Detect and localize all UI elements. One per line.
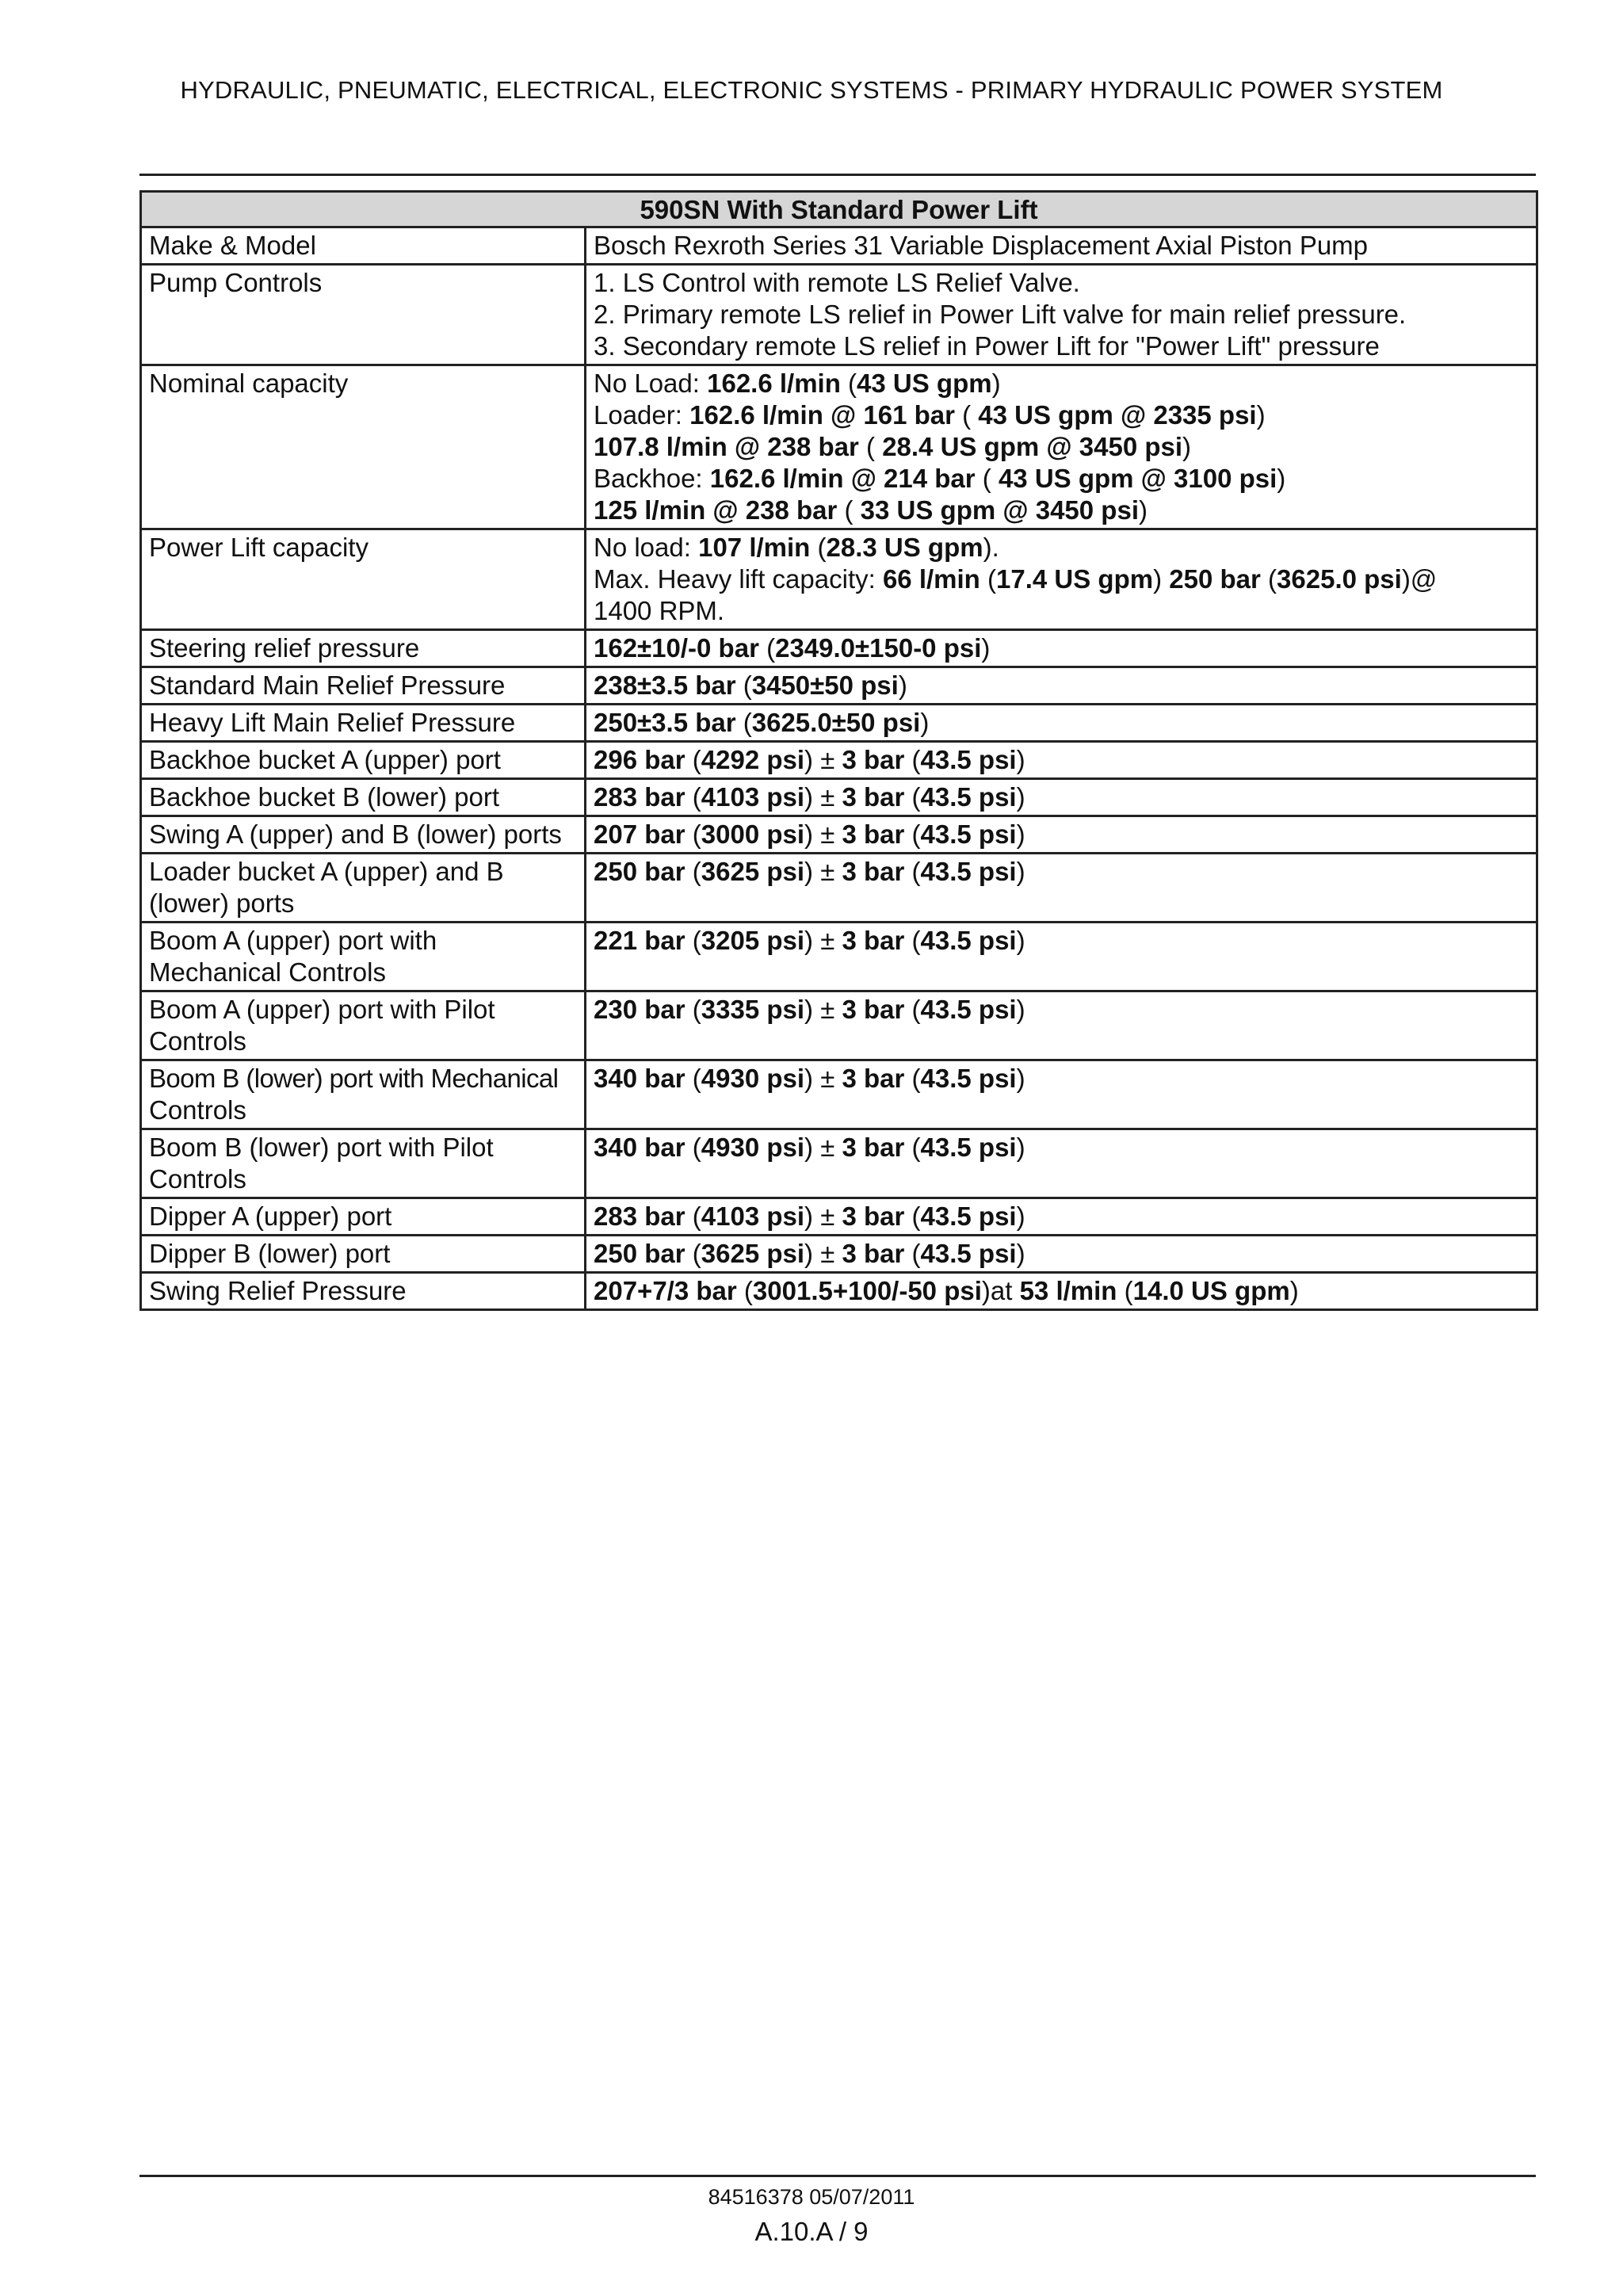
value-run: 4103 psi bbox=[701, 782, 805, 812]
value-run: 28.4 US gpm @ 3450 psi bbox=[882, 432, 1183, 461]
value-run: 3625 psi bbox=[701, 1239, 805, 1268]
text-run: Backhoe: bbox=[594, 464, 710, 493]
spec-label bbox=[141, 1060, 586, 1129]
text-run: ( bbox=[685, 1239, 701, 1268]
text-run: Loader: bbox=[594, 400, 690, 430]
table-row bbox=[141, 630, 1537, 667]
value-run: 125 l/min @ 238 bar bbox=[594, 495, 838, 525]
value-run: 43.5 psi bbox=[920, 857, 1017, 886]
text-run: ( bbox=[858, 432, 883, 461]
capacity-line bbox=[594, 563, 1529, 595]
value-run: 43.5 psi bbox=[920, 926, 1017, 955]
text-run: ) bbox=[1016, 782, 1025, 812]
text-run: ) bbox=[1016, 1239, 1025, 1268]
spec-value bbox=[586, 1198, 1537, 1236]
text-run: ) bbox=[920, 708, 930, 737]
spec-label bbox=[141, 991, 586, 1060]
capacity-line bbox=[594, 399, 1529, 431]
table-title-row bbox=[141, 192, 1537, 227]
spec-label: Steering relief pressure bbox=[141, 630, 586, 667]
text-run: ( bbox=[904, 782, 921, 812]
pump-control-item: 3. Secondary remote LS relief in Power Lift for "Power Lift" pressure bbox=[594, 331, 1380, 361]
text-run: ) bbox=[1016, 995, 1025, 1024]
text-run: )at bbox=[981, 1276, 1020, 1305]
value-run: 2349.0±150-0 psi bbox=[775, 633, 982, 663]
value-run: 43 US gpm @ 2335 psi bbox=[978, 400, 1257, 430]
value-run: 3 bar bbox=[842, 1201, 905, 1231]
text-run: ( bbox=[810, 533, 827, 562]
value-run: 207+7/3 bar bbox=[594, 1276, 737, 1305]
table-row bbox=[141, 816, 1537, 854]
text-run: ( bbox=[980, 564, 997, 594]
value-run: 4930 psi bbox=[701, 1133, 805, 1162]
text-run: )@ bbox=[1401, 564, 1438, 594]
value-run: 3625.0 psi bbox=[1277, 564, 1402, 594]
value-run: 250 bar bbox=[594, 1239, 685, 1268]
value-run: 43.5 psi bbox=[920, 1239, 1017, 1268]
page-number: A.10.A / 9 bbox=[754, 2217, 869, 2246]
table-row bbox=[141, 742, 1537, 779]
table-row bbox=[141, 1236, 1537, 1273]
spec-value bbox=[586, 742, 1537, 779]
text-run: ) bbox=[1139, 495, 1148, 525]
value-run: 283 bar bbox=[594, 782, 685, 812]
value-run: 162.6 l/min bbox=[707, 369, 841, 398]
label-line: Mechanical Controls bbox=[149, 957, 386, 987]
value-run: 43 US gpm bbox=[857, 369, 992, 398]
spec-value bbox=[586, 1236, 1537, 1273]
value-run: 43.5 psi bbox=[920, 1201, 1017, 1231]
spec-value bbox=[586, 365, 1537, 529]
table-row bbox=[141, 529, 1537, 630]
spec-value: Bosch Rexroth Series 31 Variable Displacement Axial Piston Pump bbox=[586, 227, 1537, 265]
text-run: ( bbox=[685, 1133, 701, 1162]
table-row bbox=[141, 265, 1537, 365]
text-run: ) ± bbox=[804, 745, 842, 774]
pump-control-item: 2. Primary remote LS relief in Power Lift valve for main relief pressure. bbox=[594, 300, 1407, 329]
text-run: ( bbox=[904, 1133, 921, 1162]
spec-label: Backhoe bucket B (lower) port bbox=[141, 779, 586, 816]
value-run: 53 l/min bbox=[1019, 1276, 1117, 1305]
value-run: 283 bar bbox=[594, 1201, 685, 1231]
spec-label: Backhoe bucket A (upper) port bbox=[141, 742, 586, 779]
text-run: ) bbox=[898, 670, 907, 700]
value-run: 3450±50 psi bbox=[751, 670, 899, 700]
table-row bbox=[141, 1129, 1537, 1198]
text-run: ( bbox=[840, 369, 857, 398]
text-run: ( bbox=[1117, 1276, 1133, 1305]
text-run: ) ± bbox=[804, 1133, 842, 1162]
value-run: 250 bar bbox=[1169, 564, 1261, 594]
text-run: ) bbox=[1016, 1064, 1025, 1093]
spec-label: Make & Model bbox=[141, 227, 586, 265]
spec-label bbox=[141, 923, 586, 991]
text-run: ) ± bbox=[804, 819, 842, 849]
value-run: 207 bar bbox=[594, 819, 685, 849]
value-run: 3 bar bbox=[842, 782, 905, 812]
table-row bbox=[141, 779, 1537, 816]
value-run: 340 bar bbox=[594, 1133, 685, 1162]
value-run: 107.8 l/min @ 238 bar bbox=[594, 432, 859, 461]
spec-label: Dipper B (lower) port bbox=[141, 1236, 586, 1273]
text-run: ( bbox=[735, 708, 752, 737]
value-run: 250 bar bbox=[594, 857, 685, 886]
text-run: ) bbox=[1182, 432, 1192, 461]
text-run: ) bbox=[981, 633, 991, 663]
spec-label: Pump Controls bbox=[141, 265, 586, 365]
table-title: 590SN With Standard Power Lift bbox=[141, 192, 1537, 227]
text-run: ( bbox=[685, 782, 701, 812]
value-run: 14.0 US gpm bbox=[1132, 1276, 1290, 1305]
value-run: 296 bar bbox=[594, 745, 685, 774]
text-run: ) bbox=[1016, 857, 1025, 886]
text-run: ( bbox=[685, 745, 701, 774]
value-run: 250±3.5 bar bbox=[594, 708, 736, 737]
spec-value bbox=[586, 667, 1537, 705]
value-run: 3001.5+100/-50 psi bbox=[752, 1276, 982, 1305]
text-run: ) bbox=[1016, 745, 1025, 774]
text-run: ( bbox=[904, 995, 921, 1024]
value-run: 3 bar bbox=[842, 926, 905, 955]
document-code: 84516378 05/07/2011 bbox=[708, 2185, 915, 2209]
label-line: (lower) ports bbox=[149, 888, 295, 918]
value-run: 28.3 US gpm bbox=[826, 533, 983, 562]
text-run: ). bbox=[983, 533, 999, 562]
table-row bbox=[141, 365, 1537, 529]
spec-value bbox=[586, 529, 1537, 630]
spec-value bbox=[586, 265, 1537, 365]
spec-value bbox=[586, 630, 1537, 667]
value-run: 3 bar bbox=[842, 745, 905, 774]
label-line: Boom B (lower) port with Pilot bbox=[149, 1133, 494, 1162]
text-run: ) bbox=[1016, 1201, 1025, 1231]
value-run: 4930 psi bbox=[701, 1064, 805, 1093]
spec-label bbox=[141, 854, 586, 923]
value-run: 3 bar bbox=[842, 995, 905, 1024]
text-run: ( bbox=[736, 1276, 753, 1305]
table-row bbox=[141, 854, 1537, 923]
value-run: 4103 psi bbox=[701, 1201, 805, 1231]
table-row bbox=[141, 227, 1537, 265]
table-row bbox=[141, 1060, 1537, 1129]
table-row bbox=[141, 1273, 1537, 1310]
spec-label: Nominal capacity bbox=[141, 365, 586, 529]
text-run: ) ± bbox=[804, 995, 842, 1024]
value-run: 33 US gpm @ 3450 psi bbox=[860, 495, 1139, 525]
text-run: ( bbox=[904, 819, 921, 849]
value-run: 3 bar bbox=[842, 819, 905, 849]
text-run: ) bbox=[1016, 926, 1025, 955]
table-row bbox=[141, 991, 1537, 1060]
label-line: Controls bbox=[149, 1095, 246, 1125]
value-run: 230 bar bbox=[594, 995, 685, 1024]
value-run: 3 bar bbox=[842, 857, 905, 886]
pump-control-item: 1. LS Control with remote LS Relief Valve. bbox=[594, 268, 1080, 297]
value-run: 43.5 psi bbox=[920, 782, 1017, 812]
value-run: 340 bar bbox=[594, 1064, 685, 1093]
value-run: 43.5 psi bbox=[920, 745, 1017, 774]
label-line: Loader bucket A (upper) and B bbox=[149, 857, 504, 886]
capacity-line bbox=[594, 368, 1529, 399]
value-run: 107 l/min bbox=[698, 533, 811, 562]
capacity-line bbox=[594, 463, 1529, 495]
value-run: 3000 psi bbox=[701, 819, 805, 849]
text-run: ( bbox=[735, 670, 752, 700]
text-run: ) bbox=[1256, 400, 1266, 430]
text-run: ( bbox=[904, 857, 921, 886]
text-run: Max. Heavy lift capacity: bbox=[594, 564, 883, 594]
text-run: ) ± bbox=[804, 1201, 842, 1231]
text-run: ) bbox=[1289, 1276, 1299, 1305]
value-run: 17.4 US gpm bbox=[996, 564, 1154, 594]
spec-value bbox=[586, 1273, 1537, 1310]
value-run: 43.5 psi bbox=[920, 1133, 1017, 1162]
capacity-line bbox=[594, 431, 1529, 463]
text-run: ) ± bbox=[804, 926, 842, 955]
text-run: No Load: bbox=[594, 369, 708, 398]
capacity-line bbox=[594, 532, 1529, 563]
label-line: Boom A (upper) port with Pilot bbox=[149, 995, 495, 1024]
spec-label bbox=[141, 1129, 586, 1198]
table-row bbox=[141, 1198, 1537, 1236]
header-divider bbox=[139, 174, 1536, 176]
spec-value bbox=[586, 991, 1537, 1060]
spec-label: Power Lift capacity bbox=[141, 529, 586, 630]
text-run: ( bbox=[758, 633, 776, 663]
spec-value bbox=[586, 705, 1537, 742]
table-row bbox=[141, 923, 1537, 991]
spec-value bbox=[586, 1129, 1537, 1198]
text-run: ( bbox=[904, 1239, 921, 1268]
text-run: ) ± bbox=[804, 857, 842, 886]
value-run: 3 bar bbox=[842, 1064, 905, 1093]
text-run: ) bbox=[991, 369, 1001, 398]
text-run: ( bbox=[904, 1201, 921, 1231]
text-run: ) bbox=[1153, 564, 1170, 594]
text-run: ) bbox=[1016, 1133, 1025, 1162]
text-run: ( bbox=[685, 926, 701, 955]
value-run: 66 l/min bbox=[882, 564, 980, 594]
text-run: ) bbox=[1016, 819, 1025, 849]
label-line: Boom B (lower) port with Mechanical bbox=[149, 1064, 559, 1093]
text-run: ( bbox=[1260, 564, 1277, 594]
text-run: ) ± bbox=[804, 1064, 842, 1093]
capacity-line: 1400 RPM. bbox=[594, 596, 725, 625]
value-run: 43.5 psi bbox=[920, 819, 1017, 849]
text-run: ) bbox=[1277, 464, 1286, 493]
spec-value bbox=[586, 779, 1537, 816]
value-run: 3 bar bbox=[842, 1133, 905, 1162]
value-run: 238±3.5 bar bbox=[594, 670, 736, 700]
value-run: 43.5 psi bbox=[920, 1064, 1017, 1093]
label-line: Controls bbox=[149, 1026, 246, 1056]
text-run: ( bbox=[685, 995, 701, 1024]
value-run: 4292 psi bbox=[701, 745, 805, 774]
value-run: 3 bar bbox=[842, 1239, 905, 1268]
table-row bbox=[141, 705, 1537, 742]
page-header: HYDRAULIC, PNEUMATIC, ELECTRICAL, ELECTRONIC SYSTEMS - PRIMARY HYDRAULIC POWER SYSTEM bbox=[180, 76, 1443, 104]
spec-value bbox=[586, 1060, 1537, 1129]
text-run: ( bbox=[685, 1201, 701, 1231]
value-run: 3335 psi bbox=[701, 995, 805, 1024]
label-line: Controls bbox=[149, 1164, 246, 1194]
spec-label: Swing Relief Pressure bbox=[141, 1273, 586, 1310]
spec-value bbox=[586, 854, 1537, 923]
spec-label: Standard Main Relief Pressure bbox=[141, 667, 586, 705]
value-run: 3205 psi bbox=[701, 926, 805, 955]
value-run: 43 US gpm @ 3100 psi bbox=[998, 464, 1277, 493]
text-run: ( bbox=[904, 926, 921, 955]
text-run: ( bbox=[954, 400, 979, 430]
value-run: 162±10/-0 bar bbox=[594, 633, 759, 663]
text-run: ) ± bbox=[804, 782, 842, 812]
value-run: 43.5 psi bbox=[920, 995, 1017, 1024]
value-run: 162.6 l/min @ 214 bar bbox=[709, 464, 976, 493]
spec-value bbox=[586, 923, 1537, 991]
text-run: ( bbox=[685, 819, 701, 849]
spec-value bbox=[586, 816, 1537, 854]
value-run: 3625.0±50 psi bbox=[751, 708, 921, 737]
value-run: 3625 psi bbox=[701, 857, 805, 886]
spec-label: Dipper A (upper) port bbox=[141, 1198, 586, 1236]
text-run: No load: bbox=[594, 533, 699, 562]
value-run: 162.6 l/min @ 161 bar bbox=[689, 400, 955, 430]
text-run: ( bbox=[904, 1064, 921, 1093]
text-run: ( bbox=[685, 857, 701, 886]
spec-table bbox=[139, 190, 1538, 1311]
table-row bbox=[141, 667, 1537, 705]
text-run: ) ± bbox=[804, 1239, 842, 1268]
text-run: ( bbox=[685, 1064, 701, 1093]
label-line: Boom A (upper) port with bbox=[149, 926, 437, 955]
text-run: ( bbox=[837, 495, 861, 525]
text-run: ( bbox=[975, 464, 999, 493]
value-run: 221 bar bbox=[594, 926, 685, 955]
spec-label: Heavy Lift Main Relief Pressure bbox=[141, 705, 586, 742]
spec-label: Swing A (upper) and B (lower) ports bbox=[141, 816, 586, 854]
capacity-line bbox=[594, 495, 1529, 526]
text-run: ( bbox=[904, 745, 921, 774]
footer-divider bbox=[139, 2175, 1536, 2177]
